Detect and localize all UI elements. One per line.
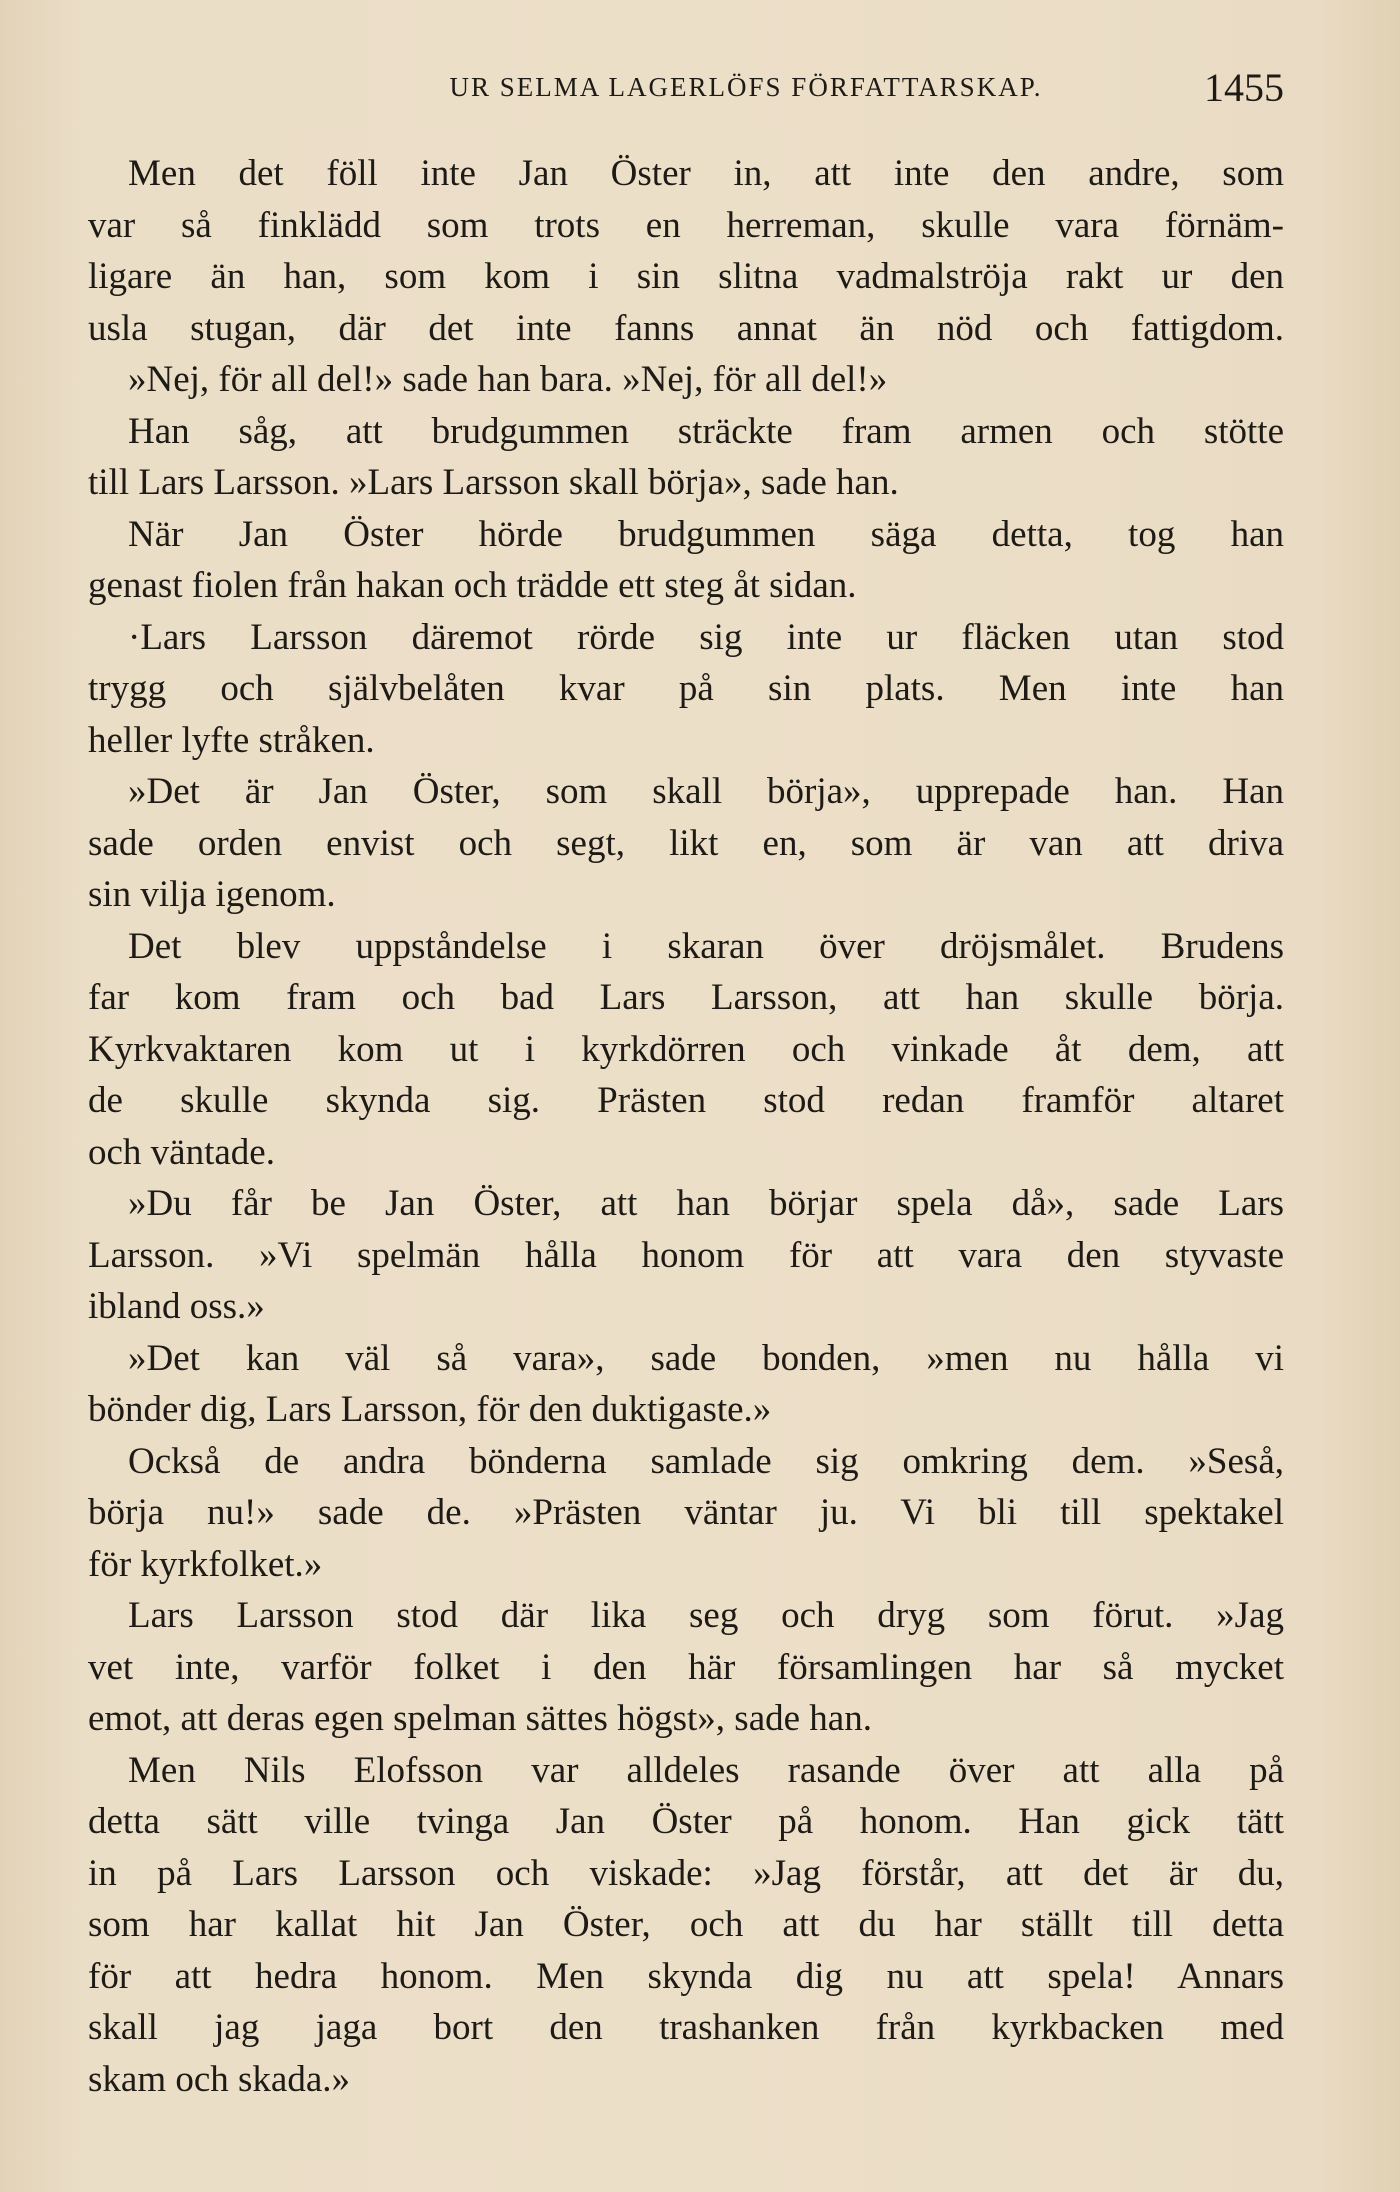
text-line: genast fiolen från hakan och trädde ett steg åt sidan. (88, 565, 857, 606)
text-line: sade orden envist och segt, likt en, som är van att driva (88, 822, 1284, 864)
text-line: »Det är Jan Öster, som skall börja», upprepade han. Han (128, 771, 1284, 812)
text-line: ibland oss.» (88, 1286, 265, 1327)
text-line: detta sätt ville tvinga Jan Öster på honom. Han gick tätt (88, 1801, 1284, 1842)
text-line: Kyrkvaktaren kom ut i kyrkdörren och vinkade åt dem, att (88, 1028, 1284, 1070)
text-line: ·Lars Larsson däremot rörde sig inte ur fläcken utan stod (128, 616, 1284, 658)
text-line: som har kallat hit Jan Öster, och att du har ställt till detta (88, 1904, 1284, 1945)
text-line: till Lars Larsson. »Lars Larsson skall börja», sade han. (88, 462, 899, 503)
text-line: skall jag jaga bort den trashanken från kyrkbacken med (88, 2007, 1284, 2048)
text-line: heller lyfte stråken. (88, 719, 375, 761)
text-line: trygg och självbelåten kvar på sin plats. Men inte han (88, 668, 1284, 709)
page-number: 1455 (1204, 65, 1284, 110)
body-text (88, 148, 1284, 2105)
text-line: de skulle skynda sig. Prästen stod redan framför altaret (88, 1080, 1284, 1121)
text-line: Larsson. »Vi spelmän hålla honom för att vara den styvaste (88, 1234, 1284, 1276)
text-line: in på Lars Larsson och viskade: »Jag förstår, att det är du, (88, 1852, 1284, 1894)
text-line: Han såg, att brudgummen sträckte fram armen och stötte (128, 410, 1284, 452)
text-line: Men det föll inte Jan Öster in, att inte den andre, som (128, 153, 1284, 194)
text-line: börja nu!» sade de. »Prästen väntar ju. Vi bli till spektakel (88, 1492, 1284, 1533)
text-line: för kyrkfolket.» (88, 1543, 323, 1585)
page-header (88, 64, 1284, 124)
text-line: Men Nils Elofsson var alldeles rasande över att alla på (128, 1749, 1284, 1791)
text-line: Lars Larsson stod där lika seg och dryg som förut. »Jag (128, 1595, 1284, 1636)
text-line: »Nej, för all del!» sade han bara. »Nej, för all del!» (128, 359, 888, 400)
text-line: Också de andra bönderna samlade sig omkring dem. »Seså, (128, 1440, 1284, 1482)
text-line: och väntade. (88, 1131, 275, 1173)
text-line: Det blev uppståndelse i skaran över dröjsmålet. Brudens (128, 925, 1284, 967)
text-line: bönder dig, Lars Larsson, för den duktigaste.» (88, 1389, 772, 1430)
text-line: skam och skada.» (88, 2058, 351, 2100)
text-line: usla stugan, där det inte fanns annat än nöd och fattigdom. (88, 307, 1284, 349)
running-title: UR SELMA LAGERLÖFS FÖRFATTARSKAP. (449, 72, 1043, 102)
text-line: var så finklädd som trots en herreman, skulle vara förnäm- (88, 204, 1284, 246)
text-line: emot, att deras egen spelman sättes högst», sade han. (88, 1698, 872, 1739)
text-line: för att hedra honom. Men skynda dig nu att spela! Annars (88, 1955, 1284, 1997)
text-line: ligare än han, som kom i sin slitna vadmalströja rakt ur den (88, 256, 1284, 297)
text-line: När Jan Öster hörde brudgummen säga detta, tog han (128, 513, 1284, 555)
text-line: vet inte, varför folket i den här församlingen har så mycket (88, 1646, 1284, 1688)
text-line: sin vilja igenom. (88, 874, 336, 915)
text-line: far kom fram och bad Lars Larsson, att han skulle börja. (88, 977, 1284, 1018)
text-line: »Du får be Jan Öster, att han börjar spela då», sade Lars (128, 1183, 1284, 1224)
text-line: »Det kan väl så vara», sade bonden, »men nu hålla vi (128, 1337, 1284, 1379)
